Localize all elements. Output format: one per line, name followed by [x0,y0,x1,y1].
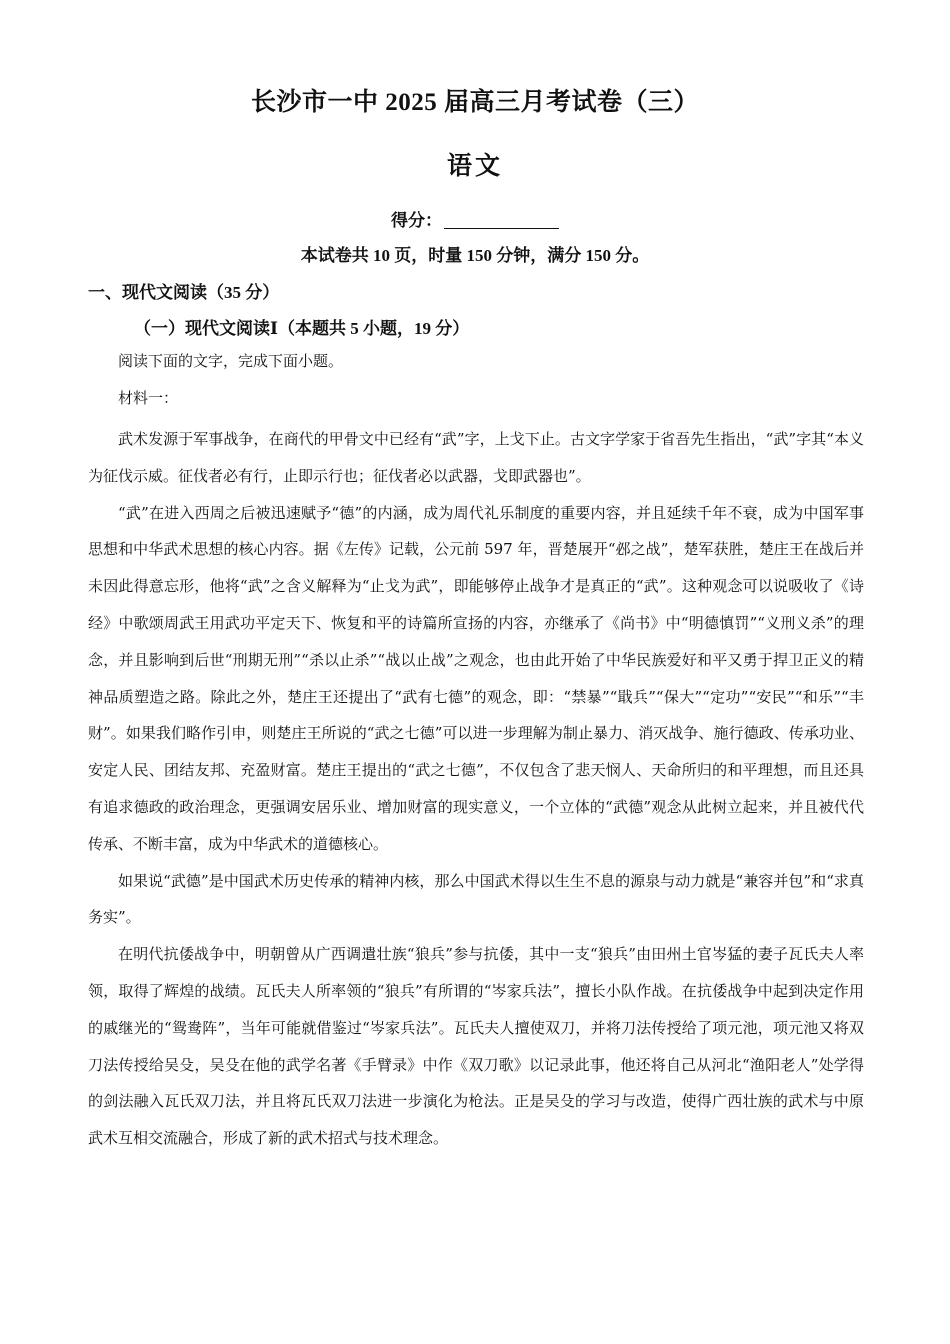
score-line [0,206,950,231]
subject-title: 语文 [446,153,503,180]
paragraph: 在明代抗倭战争中，明朝曾从广西调遣壮族“狼兵”参与抗倭，其中一支“狼兵”由田州土官岑猛的妻子瓦氏夫人率领，取得了辉煌的战绩。瓦氏夫人所率领的“狼兵”有所谓的“岑家兵法”，擅长小队作战。在抗倭战争中起到决定作用的戚继光的“鸳鸯阵”，当年可能就借鉴过“岑家兵法”。瓦氏夫人擅使双刀，并将刀法传授给了项元池，项元池又将双刀法传授给吴殳，吴殳在他的武学名著《手臂录》中作《双刀歌》以记录此事，他还将自己从河北“渔阳老人”处学得的剑法融入瓦氏双刀法，并且将瓦氏双刀法进一步演化为枪法。正是吴殳的学习与改造，使得广西壮族的武术与中原武术互相交流融合，形成了新的武术招式与技术理念。 [88,945,864,1148]
exam-title: 长沙市一中 2025 届高三月考试卷（三） [250,89,699,116]
section-heading: 一、现代文阅读（35 分） [88,283,280,302]
score-label: 得分： [391,211,442,230]
material-label: 材料一： [118,389,179,407]
paragraph: 如果说“武德”是中国武术历史传承的精神内核，那么中国武术得以生生不息的源泉与动力就是“兼容并包”和“求真务实”。 [88,871,864,927]
exam-info: 本试卷共 10 页，时量 150 分钟，满分 150 分。 [300,246,650,265]
subsection-heading: （一）现代文阅读Ⅰ（本题共 5 小题，19 分） [134,319,470,338]
paragraph: “武”在进入西周之后被迅速赋予“德”的内涵，成为周代礼乐制度的重要内容，并且延续千年不衰，成为中国军事思想和中华武术思想的核心内容。据《左传》记载，公元前 597 年，晋楚展开“邲之战”，楚军获胜，楚庄王在战后并未因此得意忘形，他将“武”之含义解释为“止戈为武”，即能够停止战争才是真正的“武”。这种观念可以说吸收了《诗经》中歌颂周武王用武功平定天下、恢复和平的诗篇所宣扬的内容，亦继承了《尚书》中“明德慎罚”“义刑义杀”的理念，并且影响到后世“刑期无刑”“杀以止杀”“战以止战”之观念，也由此开始了中华民族爱好和平又勇于捍卫正义的精神品质塑造之路。除此之外，楚庄王还提出了“武有七德”的观念，即：“禁暴”“戢兵”“保大”“定功”“安民”“和乐”“丰财”。如果我们略作引申，则楚庄王所说的“武之七德”可以进一步理解为制止暴力、消灭战争、施行德政、传承功业、安定人民、团结友邦、充盈财富。楚庄王提出的“武之七德”，不仅包含了悲天悯人、天命所归的和平理想，而且还具有追求德政的政治理念，更强调安居乐业、增加财富的现实意义，一个立体的“武德”观念从此树立起来，并且被代代传承、不断丰富，成为中华武术的道德核心。 [88,503,864,853]
reading-instruction: 阅读下面的文字，完成下面小题。 [118,352,344,370]
score-blank [444,212,559,229]
paragraph: 武术发源于军事战争，在商代的甲骨文中已经有“武”字，上戈下止。古文字学家于省吾先生指出，“武”字其“本义为征伐示威。征伐者必有行，止即示行也；征伐者必以武器，戈即武器也”。 [88,430,864,485]
passage-body [88,421,864,1157]
